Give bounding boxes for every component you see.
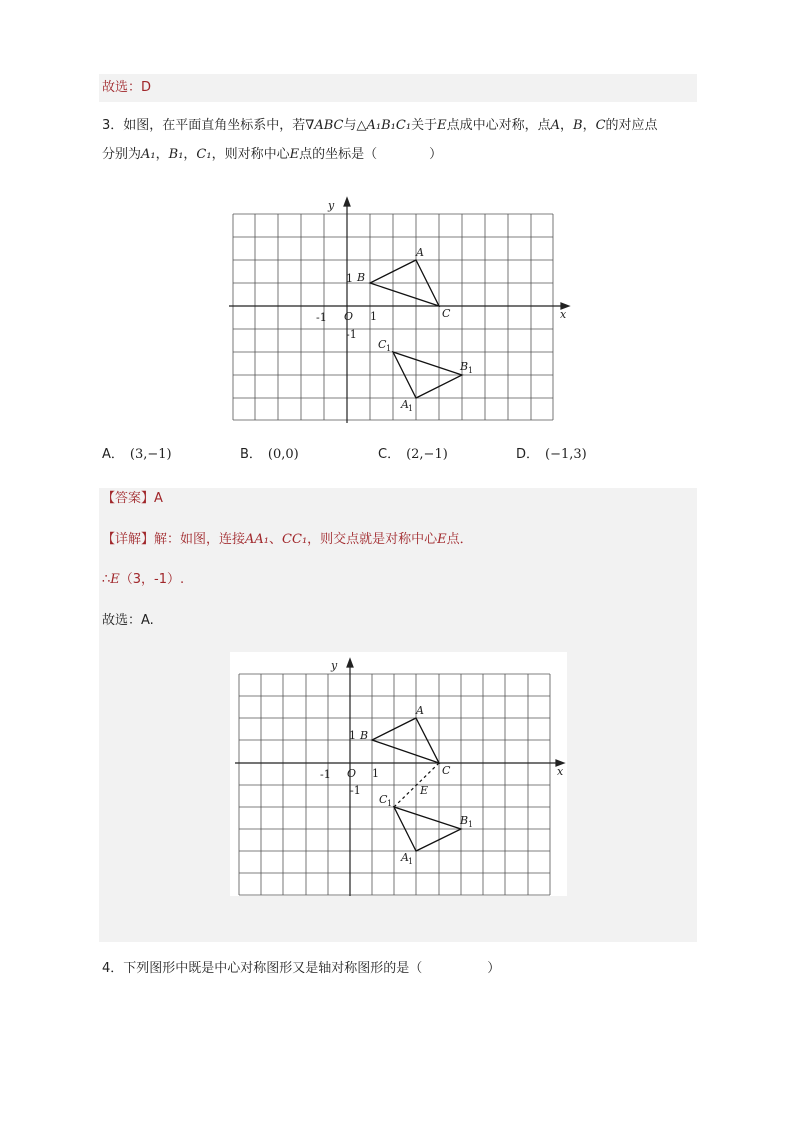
svg-text:B: B [460, 814, 469, 827]
option-a[interactable]: A． (3,−1) [102, 447, 172, 462]
svg-text:y: y [331, 659, 338, 672]
svg-text:y: y [328, 199, 335, 212]
svg-text:O: O [344, 310, 354, 323]
svg-text:B: B [460, 360, 469, 373]
svg-text:E: E [420, 784, 429, 797]
svg-text:A: A [401, 398, 409, 411]
option-c[interactable]: C． (2,−1) [378, 447, 448, 462]
prev-answer-block [99, 74, 697, 102]
solution-figure [230, 652, 567, 896]
svg-text:1: 1 [346, 272, 353, 285]
prev-answer: 故选：D [102, 80, 152, 95]
question3-number: 3． [102, 118, 124, 133]
svg-text:C: C [442, 764, 451, 777]
svg-text:x: x [560, 308, 567, 321]
question3-line2: 分别为A₁，B₁，C₁，则对称中心E点的坐标是（ ） [102, 147, 443, 162]
conclusion-line: 故选：A. [102, 613, 154, 628]
answer-line: 【答案】A [102, 491, 163, 506]
svg-text:C: C [378, 338, 387, 351]
figure1-grid [233, 214, 553, 420]
svg-text:A: A [416, 704, 424, 717]
svg-text:1: 1 [408, 404, 414, 413]
svg-text:1: 1 [349, 729, 356, 742]
svg-text:-1: -1 [316, 311, 327, 324]
svg-text:-1: -1 [350, 784, 361, 797]
therefore-line: ∴E（3，-1）. [102, 572, 185, 587]
figure1-axes [229, 198, 569, 423]
svg-text:A: A [416, 246, 424, 259]
svg-text:1: 1 [372, 767, 379, 780]
svg-text:-1: -1 [320, 768, 331, 781]
question3-figure [225, 193, 575, 423]
svg-text:O: O [347, 767, 357, 780]
svg-text:1: 1 [387, 799, 393, 808]
svg-text:C: C [442, 307, 451, 320]
detail-line: 【详解】解：如图，连接AA₁、CC₁，则交点就是对称中心E点． [102, 532, 473, 547]
svg-text:B: B [357, 271, 366, 284]
svg-text:B: B [360, 729, 369, 742]
svg-text:-1: -1 [346, 328, 357, 341]
option-b[interactable]: B． (0,0) [240, 447, 299, 462]
svg-text:1: 1 [468, 820, 474, 829]
svg-text:1: 1 [370, 310, 377, 323]
svg-text:A: A [401, 851, 409, 864]
svg-text:1: 1 [386, 344, 392, 353]
option-d[interactable]: D． (−1,3) [516, 447, 587, 462]
svg-text:C: C [379, 793, 388, 806]
svg-text:x: x [557, 765, 564, 778]
svg-text:1: 1 [408, 857, 414, 866]
question3-line1: 3．如图，在平面直角坐标系中，若∇ABC与△A₁B₁C₁关于E点成中心对称，点A，B，C的对应点 [102, 118, 658, 133]
question4: 4．下列图形中既是中心对称图形又是轴对称图形的是（ ） [102, 961, 501, 976]
svg-text:1: 1 [468, 366, 474, 375]
